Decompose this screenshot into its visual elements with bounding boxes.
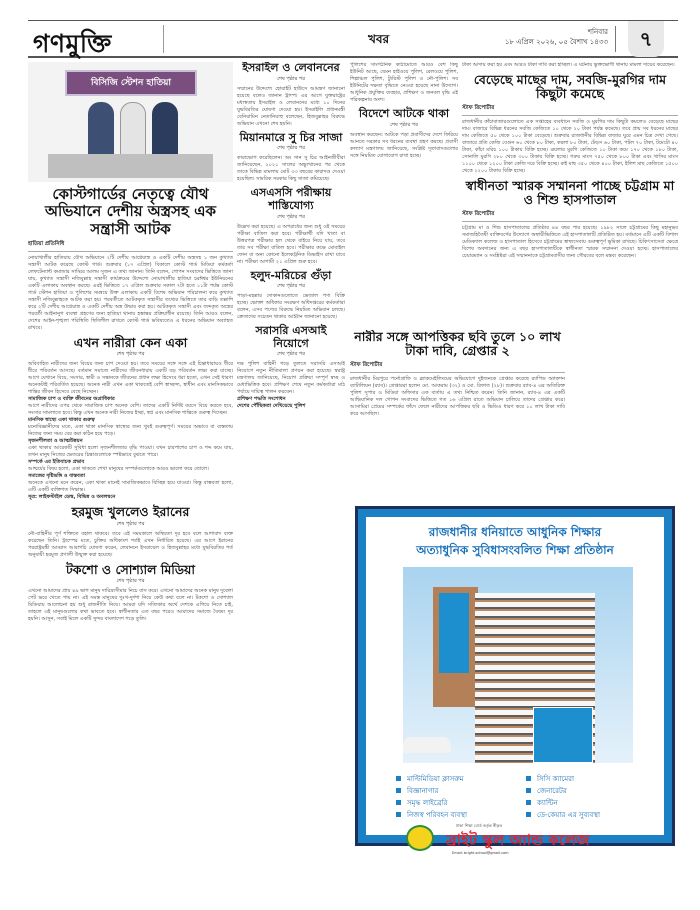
bullet-square-icon [526,788,531,793]
article-body: আশ্চর্যের বিষয় হলো, একা থাকতে শেখা মানুষের সম্পর্কগুলোকে আরও ভালো করে তোলে। [28,466,209,473]
headline-fish-price[interactable]: বেড়েছে মাছের দাম, সবজি-মুরগির দাম কিছুটা কমেছে [473,72,667,102]
kicker: শেষ পৃষ্ঠার পর [116,577,145,584]
building-illustration [403,567,633,763]
article-body: এখনো আমাদের প্রায় ৪৯ ভাগ মানুষ দারিদ্র্যসীমার নিচে বাস করে। এখনো আমাদের অনেক মানুষ দুবেলা পেট ভরে খেতে পায় না। এই সমস্ত মানুষের দুঃখ-দুর্দশা নিয়ে কেউ কথা বলে না। টকশো ও সোশ্যাল মিডিয়ায় আলোচনা হয় শুধু রাজনীতি নিয়ে। আমরা যদি সত্যিকার অর্থে দেশকে এগিয়ে নিতে চাই, তাহলে এই মানুষগুলোর কথা ভাবতে হবে। স্বাধীনতার এত বছর পরেও আমাদের সমাজে বৈষম্য দূর হয়নি। আসুন, সবাই মিলে একটি সুন্দর বাংলাদেশ গড়ে তুলি। [28,587,233,622]
headline-stranded[interactable]: বিদেশে আটকে থাকা [358,107,450,120]
kicker: শেষ পৃষ্ঠার পর [277,283,305,290]
article-body: অনেকে এখনো মনে করেন, একা থাকা মানেই সামাজিকভাবে বিচ্ছিন্ন হয়ে যাওয়া। কিন্তু বাস্তবতা হলো, এটি একটি ব্যক্তিগত সিদ্ধান্ত। [28,480,233,494]
headline-talkshow[interactable]: টকশো ও সোশ্যাল মিডিয়া [65,561,196,577]
newspaper-logo[interactable]: গণমুক্তি [33,29,112,58]
feature-item: নিজস্ব পরিবহন ব্যবস্থা [396,809,526,821]
article-body: পাড়া-মহল্লার দোকানগুলোতে ভেজাল পণ্য বিক্রি হচ্ছে। ভোক্তা অধিকার সংরক্ষণ অধিদপ্তরের কর্মকর্তারা বলেন, এসব পণ্যের বিরুদ্ধে নিয়মিত অভিযান চলছে। ক্রেতাদের সচেতন থাকার আহ্বান জানানো হয়েছে। [237,293,345,321]
feature-item: সমৃদ্ধ লাইব্রেরি [396,797,526,809]
headline-hormuz[interactable]: হরমুজ খুললেও ইরানের [71,504,190,520]
byline: স্টাফ রিপোর্টার [462,105,678,116]
ad-panel [366,517,664,855]
weekday: শনিবার [587,28,608,36]
feature-item: ডে-কেয়ার এর সুব্যবস্থা [526,809,656,821]
headline-ssc[interactable]: এসএসসি পরীক্ষায় শাস্তিযোগ্য [250,186,332,212]
bullet-square-icon [396,788,401,793]
article-body: উল্লেখ করা হয়েছে। এ অপরাধের জন্য শুধু ওই সময়ের পরীক্ষা বাতিল করা হবে। পরীক্ষার্থী যদি খাতা বা উত্তরপত্র পরীক্ষার হল থেকে বাইরে নিয়ে যায়, তবে তার সব পরীক্ষা বাতিল হবে। পরীক্ষার কক্ষে মোবাইল ফোন বা অন্য কোনো ইলেকট্রনিক ডিভাইস রাখা যাবে না। পরীক্ষা আগামী ২১ এপ্রিল শুরু হবে। [237,223,345,265]
byline: স্টাফ রিপোর্টার [350,362,565,373]
date-block [505,27,608,47]
subheading: প্রশিক্ষণ পদ্ধতি সংশোধন [237,396,286,403]
building-logo-panel [439,593,469,673]
article-body: নৌ-বাহিনীর পূর্ণ শক্তিতে বহাল থাকবে। তবে এই সময়কালে অস্থিরতা দূর হবে বলে আশাবাদ ব্যক্ত করেছেন তিনি। ট্রাম্পের মতে, চুক্তির অধিকাংশ শর্তই এখন নির্ধারিত হয়েছে। এর আগে ইরানের পররাষ্ট্রমন্ত্রী আব্বাস আরাগচি ঘোষণা করেন, লেবাননে ইসরায়েল ও হিজবুল্লাহর মধ্যে যুদ্ধবিরতির শর্ত অনুযায়ী হরমুজ প্রণালী উন্মুক্ত করা হয়েছে। [28,530,233,558]
section-name: খবর [368,32,390,46]
ad-approval: ঢাকা শিক্ষা বোর্ড কর্তৃক স্বীকৃত [456,823,503,828]
building-glass-front [533,707,593,763]
photo-banner: বিসিজি স্টেশন হাতিয়া [65,70,197,96]
headline-hospital[interactable]: স্বাধীনতা স্মারক সম্মাননা পাচ্ছে চট্টগ্রাম মা ও শিশু হাসপাতাল [465,177,675,208]
feature-item: জেনারেটর [526,785,656,797]
school-name[interactable]: ব্রাইট স্কুল অ্যান্ড কলেজ [446,831,590,849]
byline: স্টাফ রিপোর্টার [462,211,678,222]
headline-women-photo[interactable]: নারীর সঙ্গে আপত্তিকর ছবি তুলে ১০ লাখ টাকা দাবি, গ্রেপ্তার ২ [354,330,561,359]
feature-item: সিসি ক্যামেরা [526,773,656,785]
article-body: একা থাকার আরেকটি সুবিধা হলো সৃজনশীলতার বৃদ্ধি পাওয়া। যখন চারপাশের চাপ ও শব্দ কমে যায়, তখন মানুষ নিজের ভেতরের চিন্তাগুলোকে স্পষ্টভাবে বুঝতে পারে। [28,445,233,459]
subheading: সৃজনশীলতা ও আত্মউন্নয়ন [28,438,83,445]
article-body: অবিবাহিত নারীদের জন্য বিয়ের জন্য চাপ দেওয়া হয়। তবে সময়ের সঙ্গে সঙ্গে এই চিন্তাধারায়ও ধীরে ধীরে পরিবর্তন আসছে। বর্তমান সমাজে নারীদের জীবনধারায় একটি বড় পরিবর্তন লক্ষ্য করা যাচ্ছে। আগে যেখানে বিয়ে, সংসার, স্বামী ও সন্তানকে জীবনের প্রধান লক্ষ্য হিসেবে ধরা হতো, এখন সেই ধারণা অনেকটাই পরিবর্তিত হয়েছে। অনেক নারী এখন একা থাকতেই বেশি স্বাচ্ছন্দ্য, স্বাধীন এবং মানসিকভাবে শান্তির জীবন হিসেবে বেছে নিচ্ছেন। [28,361,233,396]
page-number: ৭ [628,21,664,57]
school-emblem-icon [406,825,434,851]
subheading: সমাজের দৃষ্টিভঙ্গি ও বাস্তবতা [28,473,86,480]
ad-title-line-1: রাজধানীর ধনিয়াতে আধুনিক শিক্ষার [428,525,602,539]
person-figure [88,102,114,160]
logo-divider [163,25,164,53]
ad-title-line-2: অত্যাধুনিক সুবিধাসংবলিত শিক্ষা প্রতিষ্ঠান [416,543,614,557]
subheading: মানসিক স্বাস্থ্যে একা থাকার গুরুত্ব [28,417,95,424]
article-body: সম্মানের উদ্দেশ্যে হোয়াইট হাউসে আমন্ত্রণ জানানো হয়েছে বলেও জানান ট্রাম্প। এর আগে যুক্তরাষ্ট্রের মধ্যস্থতায় ইসরাইল ও লেবাননের মধ্যে ১০ দিনের যুদ্ধবিরতির ঘোষণা দেওয়া হয়। ইসরাইলি প্রধানমন্ত্রী বেনিয়ামিন নেতানিয়াহু বলেছেন, হিজবুল্লাহর বিরুদ্ধে অভিযান এখনো শেষ হয়নি। [237,85,345,127]
bullet-square-icon [396,776,401,781]
article-body: কারাভোগ করেছিলেন। অং সান সু চির আইনজীবীরা জানিয়েছেন, ২০২১ সালের অভ্যুত্থানের পর থেকে তাকে বিভিন্ন মামলায় মোট ৩৩ বছরের কারাদণ্ড দেওয়া হয়েছিল। সামরিক সরকার কিছু সাজা কমিয়েছে। [237,155,345,183]
school-advertisement[interactable] [355,506,675,855]
kicker: শেষ পৃষ্ঠার পর [116,351,145,358]
bullet-square-icon [526,800,531,805]
subheading: সম্পর্কে এর ইতিবাচক প্রভাব [28,459,85,466]
byline: হাতিয়া প্রতিনিধি [28,241,233,252]
issue-date: ১৮ এপ্রিল ২০২৬, ০৫ বৈশাখ ১৪৩৩ [504,38,608,46]
article-body: চট্টগ্রাম মা ও শিশু হাসপাতালের প্রতিষ্ঠার ৪৪ বছর পার হয়েছে। ১৯৮২ সালে চট্টগ্রামের কিছু মহানুভব সমাজহিতৈষী ব্যক্তিবর্গের উদ্যোগে অস্থায়ীভিত্তিতে এই হাসপাতালটি প্রতিষ্ঠিত হয়। বর্তমানে এটি একটি বিশাল মেডিক্যাল কলেজ ও হাসপাতাল হিসেবে চট্টগ্রামের স্বাস্থ্যসেবায় গুরুত্বপূর্ণ ভূমিকা রাখছে। চিকিৎসাসেবা ক্ষেত্রে বিশেষ অবদানের জন্য এ বছর হাসপাতালটিকে স্বাধীনতা স্মারক সম্মাননা দেওয়া হচ্ছে। হাসপাতালের চেয়ারম্যান ও সংশ্লিষ্টরা এই সম্মাননাকে চট্টগ্রামবাসীর জন্য গৌরবের বলে মন্তব্য করেছেন। [462,224,678,259]
headline-women-alone[interactable]: এখন নারীরা কেন একা [73,334,188,350]
seized-weapons-table [48,154,213,178]
article-body: পুলিশের সাংগঠনিক কাঠামোতে আরও বেশ কিছু ইউনিট আছে, যেমন হাইওয়ে পুলিশ, রেলওয়ে পুলিশ, শিল্পাঞ্চল পুলিশ, ট্যুরিস্ট পুলিশ ও নৌ-পুলিশ। সব ইউনিটের দক্ষতা বৃদ্ধিতে নেওয়া হয়েছে নানা উদ্যোগ। আধুনিক প্রযুক্তির ব্যবহার, প্রশিক্ষণ ও জনবল বৃদ্ধি এই পরিকল্পনার অংশ। [350,62,458,103]
feature-item: মাল্টিমিডিয়া ক্লাসরুম [396,773,526,785]
kicker: শেষ পৃষ্ঠার পর [277,213,305,220]
headline-myanmar[interactable]: মিয়ানমারে সু চির সাজা [239,130,343,144]
person-figure [152,102,178,160]
subheading: দেশের পৌঁছিকতা দেখিয়েছে পুলিশ [237,403,306,410]
article-body: আগে নারীদের ওপর থেকে সামাজিক চাপ অনেক বেশি। তাদের একটি নির্দিষ্ট বয়সে বিয়ে করতে হবে, সংসার সামলাতে হবে। কিন্তু এখন অনেক নারী নিজের ইচ্ছা, স্বপ্ন এবং মানসিক শান্তিকে গুরুত্ব দিচ্ছেন। [28,403,233,417]
kicker: শেষ পৃষ্ঠার পর [277,351,305,358]
source-line: সূত্র: লাইফস্টাইল ডেস্ক, বিভিন্ন ও অবলম্বনে [28,494,116,501]
headline-israel-lebanon[interactable]: ইসরাইল ও লেবাননের [242,62,340,74]
bullet-square-icon [526,812,531,817]
headline-coastguard[interactable]: কোস্টগার্ডের নেতৃত্বে যৌথ অভিযানে দেশীয় অস্ত্রসহ এক সন্ত্রাসী আটক [44,185,217,238]
bullet-square-icon [396,800,401,805]
kicker: শেষ পৃষ্ঠার পর [277,145,305,152]
person-figure [120,102,146,160]
bullet-square-icon [526,776,531,781]
bullet-square-icon [396,812,401,817]
kicker: শেষ পৃষ্ঠার পর [116,520,145,527]
school-address: Email: bright.school@gmail.com [452,851,509,855]
article-women-photo [350,330,565,506]
column-2 [237,62,345,902]
subheading: সামাজিক চাপ ও ব্যক্তি জীবনের অগ্রাধিকার [28,396,115,403]
kicker: শেষ পৃষ্ঠার পর [390,121,418,128]
article-body: টাকা আদায় করা হয় এবং আরও টাকা দাবি করা হচ্ছিল। এ ঘটনায় ভুক্তভোগী থানায় মামলা দায়ের করেছেন। [462,62,675,68]
kicker: শেষ পৃষ্ঠার পর [277,75,305,82]
headline-turmeric[interactable]: হলুদ-মরিচের গুঁড়া [250,268,332,282]
article-body: অবস্থান করছেন। আটকে পড়া প্রবাসীদের দেশে ফিরিয়ে আনতে সরকার সব ধরনের ব্যবস্থা গ্রহণ করছে। প্রবাসী কল্যাণ মন্ত্রণালয় জানিয়েছে, সংশ্লিষ্ট দূতাবাসগুলোর সঙ্গে নিয়মিত যোগাযোগ রাখা হচ্ছে। [350,131,458,159]
date-divider [615,26,616,52]
article-body: নোয়াখালীর হাতিয়ায় যৌথ অভিযানে ২টি দেশীয় আগ্নেয়াস্ত্র ও একটি দেশীয় অস্ত্রসহ ১ জন কুখ্যাত সন্ত্রাসী আটক করেছে কোস্ট গার্ড। শুক্রবার (১৭ এপ্রিল) বিকালে কোস্ট গার্ড মিডিয়া কর্মকর্তা লেফটেন্যান্ট কমান্ডার সাব্বির আলম সুজন এ তথ্য জানান। তিনি বলেন, গোপন সংবাদের ভিত্তিতে জানা যায়, কুখ্যাত সন্ত্রাসী নজিবুল্লাহ সন্ত্রাসী কার্যক্রমের উদ্দেশ্যে নোয়াখালীর হাতিয়া চরঈশ্বর ইউনিয়নের একটি এলাকায় অবস্থান করছে। এরই ভিত্তিতে ১৭ এপ্রিল শুক্রবার সকাল ৭টা হতে ১১টা পর্যন্ত কোস্ট গার্ড স্টেশন হাতিয়া ও পুলিশের সমন্বয়ে উক্ত এলাকায় একটি বিশেষ অভিযান পরিচালনা করে কুখ্যাত সন্ত্রাসী নজিবুল্লাহকে আটক করা হয়। পরবর্তীতে আটককৃত সন্ত্রাসীর তথ্যের ভিত্তিতে তার বাড়ি তল্লাশি করে ২টি দেশীয় আগ্নেয়াস্ত্র ও একটি দেশীয় অস্ত্র উদ্ধার করা হয়। আটককৃত সন্ত্রাসী এবং জব্দকৃত অস্ত্রের পরবর্তী আইনানুগ ব্যবস্থা গ্রহণের জন্য হাতিয়া থানায় হস্তান্তর প্রক্রিয়াধীন রয়েছে। তিনি আরও বলেন, দেশের আইন-শৃঙ্খলা পরিস্থিতি স্থিতিশীল রাখতে কোস্ট গার্ড ভবিষ্যতেও এ ধরনের অভিযান অব্যাহত রাখবে। [28,254,233,331]
headline-si-recruit[interactable]: সরাসরি এসআই নিয়োগে [255,324,327,350]
column-1 [28,62,233,902]
masthead [28,20,678,58]
car-icon [403,737,451,753]
news-photo[interactable] [28,62,233,182]
article-body: রাজধানীর কাঁচাবাজারগুলোতে এক সপ্তাহের ব্যবধানে সবজি ও মুরগির দাম কিছুটা কমলেও বেড়েছে মাছের দাম। বাজারে বিভিন্ন ধরনের সবজি কেজিতে ১০ থেকে ২০ টাকা পর্যন্ত কমেছে। তবে প্রায় সব ধরনের মাছের দাম কেজিতে ৫০ থেকে ১০০ টাকা বেড়েছে। শুক্রবার রাজধানীর বিভিন্ন বাজার ঘুরে এমন চিত্র দেখা গেছে। বাজারে প্রতি কেজি বেগুন ৬০ থেকে ৮০ টাকা, করলা ৮০ টাকা, ঢেঁড়স ৬০ টাকা, পটল ৭০ টাকা, টমেটো ৪০ টাকা, কাঁচা মরিচ ১০০ টাকায় বিক্রি হচ্ছে। ব্রয়লার মুরগি কেজিতে ১০ টাকা কমে ১৭০ থেকে ১৮০ টাকা, সোনালি মুরগি ২৮০ থেকে ৩০০ টাকায় বিক্রি হচ্ছে। গরুর মাংস ৭৫০ থেকে ৮০০ টাকা এবং খাসির মাংস ১১০০ থেকে ১২০০ টাকা কেজি দরে বিক্রি হচ্ছে। রুই মাছ ৩৫০ থেকে ৪০০ টাকা, ইলিশ মাছ কেজিতে ১৫০০ থেকে ২২০০ টাকায় বিক্রি হচ্ছে। [462,118,678,174]
article-body: মনোবিজ্ঞানীদের মতে, একা থাকা মানসিক স্বাস্থ্যের জন্য খুবই গুরুত্বপূর্ণ। সময়ের অভাবে বা ব্যস্ততায় নিজের জন্য সময় বের করা কঠিন হয়ে পড়ে। [28,424,233,438]
feature-item: ক্যান্টিন [526,797,656,809]
article-body: রাজধানীর মিরপুরে পর্নোগ্রাফি ও ব্ল্যাকমেইলিংয়ের অভিযোগে দুইজনকে গ্রেপ্তার করেছে র‍্যাপিড অ্যাকশন ব্যাটালিয়ন (র‍্যাব)। গ্রেপ্তাররা হলেন মো. আকরাম (৩২) ও মো. রিফাত (২৮)। শুক্রবার র‍্যাব-৪ এর অতিরিক্ত পুলিশ সুপার ও মিডিয়া অফিসার এক বার্তায় এ তথ্য নিশ্চিত করেন। তিনি জানান, র‍্যাব-৪ এর একটি আভিযানিক দল গোপন সংবাদের ভিত্তিতে গত ১৬ এপ্রিল রাতে অভিযান চালিয়ে তাদের গ্রেপ্তার করে। আসামিরা প্রেমের সম্পর্কের ফাঁদে ফেলে নারীদের আপত্তিকর ছবি ও ভিডিও ধারণ করে ১০ লাখ টাকা দাবি করে আসছিল। [350,375,565,417]
ad-title [366,523,664,559]
article-body: দক্ষ পুলিশ বাহিনী গড়ে তুলতে সরাসরি এসআই নিয়োগে নতুন নীতিমালা প্রণয়ন করা হয়েছে। স্বরাষ্ট্র মন্ত্রণালয় জানিয়েছে, নিয়োগ প্রক্রিয়া সম্পূর্ণ স্বচ্ছ ও মেধাভিত্তিক হবে। প্রশিক্ষণ শেষে নতুন কর্মকর্তারা মাঠ পর্যায়ে দায়িত্ব পালন করবেন। [237,361,345,396]
feature-list [396,773,656,821]
feature-item: বিজ্ঞানাগার [396,785,526,797]
